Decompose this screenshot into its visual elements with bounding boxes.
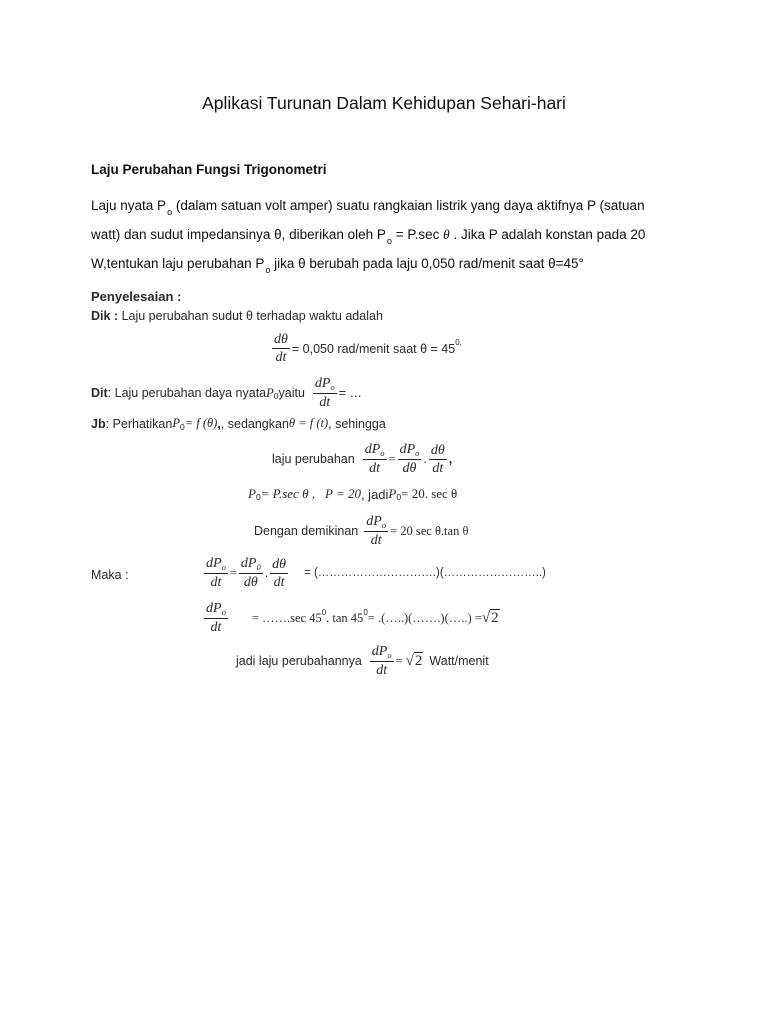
sqrt-two-result: √2 xyxy=(405,652,423,669)
dengan-demikian-equation: Dengan demikinan $\frac{dP_o}{dt}$ = 20 sec θ.tan θ xyxy=(254,514,469,548)
problem-line-3: W,tentukan laju perubahan $P_o$ jika θ berubah pada laju 0,050 rad/menit saat θ=45° xyxy=(91,256,584,275)
maka-label: Maka : xyxy=(91,568,129,582)
dik-equation: $\frac{d\theta}{dt}$ = 0,050 rad/menit saat θ = 45 0. xyxy=(274,332,462,365)
dik-line: Dik : Laju perubahan sudut θ terhadap waktu adalah xyxy=(91,309,383,323)
page-title: Aplikasi Turunan Dalam Kehidupan Sehari-hari xyxy=(202,93,566,113)
problem-line-1: Laju nyata $P_o$ (dalam satuan volt amper) suatu rangkaian listrik yang daya aktifnya P (satuan xyxy=(91,198,645,217)
solution-header: Penyelesaian : xyxy=(91,289,182,304)
maka-equation: $\frac{dP_o}{dt}$ = $\frac{dP_0}{d\theta}$ . $\frac{d\theta}{dt}$ = (………………………….)(……………………..) xyxy=(206,556,546,590)
section-heading: Laju Perubahan Fungsi Trigonometri xyxy=(91,162,327,177)
sqrt-two: √2 xyxy=(481,609,499,626)
dtheta-dt-fraction: $\frac{d\theta}{dt}$ xyxy=(274,332,288,365)
dpo-dt-fraction: $\frac{dP_o}{dt}$ xyxy=(314,376,335,410)
conclusion-line: jadi laju perubahannya $\frac{dP_o}{dt}$ = √2 Watt/menit xyxy=(236,644,489,678)
p0-definition: P 0 = P.sec θ , P = 20 , jadi P 0 = 20. sec θ xyxy=(248,486,458,502)
laju-perubahan-equation: laju perubahan $\frac{dP_o}{dt}$ = $\frac{dP_o}{d\theta}$ . $\frac{d\theta}{dt}$ , xyxy=(272,442,453,476)
jb-line: Jb : Perhatikan P 0 = f (θ) , , sedangkan θ = f (t) , sehingga xyxy=(91,416,386,432)
problem-line-2: watt) dan sudut impedansinya θ, diberikan oleh $P_o = P.\sec$ θ . Jika P adalah konstan pada 20 xyxy=(91,227,646,246)
substitution-equation: $\frac{dP_o}{dt}$ = …….sec 45 0 . tan 45 0 = .(…..)(…….)(…..) = √2 xyxy=(206,601,499,635)
dit-line: Dit : Laju perubahan daya nyata P 0 yaitu $\frac{dP_o}{dt}$ = … xyxy=(91,376,363,410)
